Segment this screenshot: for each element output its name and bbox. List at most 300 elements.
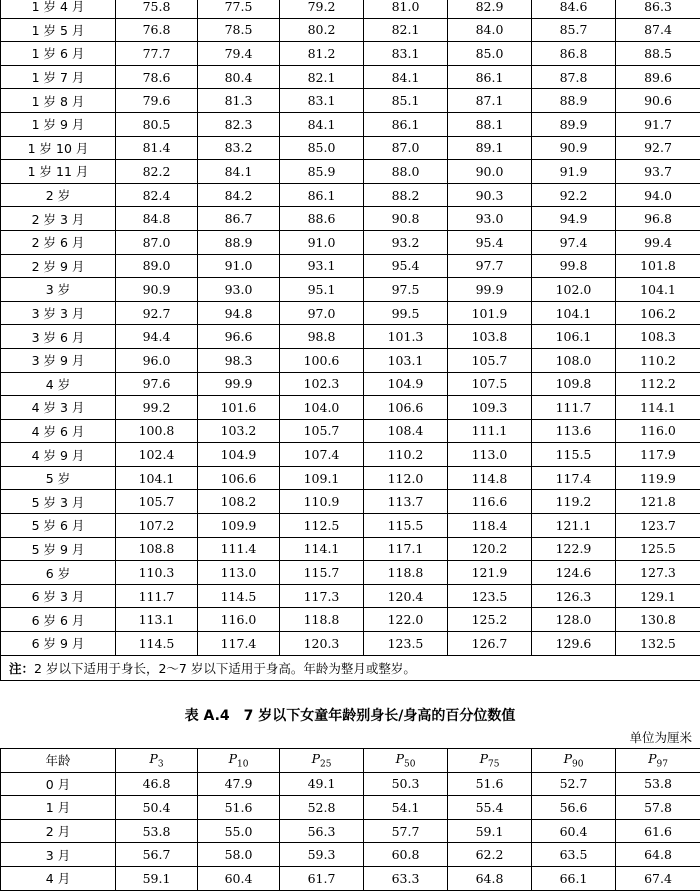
value-cell: 96.8 (616, 207, 700, 231)
value-cell: 91.7 (616, 112, 700, 136)
value-cell: 80.4 (198, 65, 280, 89)
value-cell: 117.4 (198, 632, 280, 656)
value-cell: 103.2 (198, 419, 280, 443)
value-cell: 106.2 (616, 301, 700, 325)
value-cell: 117.9 (616, 443, 700, 467)
value-cell: 88.2 (364, 183, 448, 207)
value-cell: 93.2 (364, 230, 448, 254)
header-p75: $P_{75}$ (448, 749, 532, 773)
note-text: 2 岁以下适用于身长，2〜7 岁以下适用于身高。年龄为整月或整岁。 (34, 660, 416, 676)
value-cell: 110.3 (116, 561, 198, 585)
age-cell: 1 岁 6 月 (1, 42, 116, 66)
table-row (1, 89, 700, 113)
age-cell: 2 岁 3 月 (1, 207, 116, 231)
value-cell: 53.8 (616, 772, 700, 796)
value-cell: 99.2 (116, 396, 198, 420)
value-cell: 104.9 (364, 372, 448, 396)
value-cell: 125.5 (616, 537, 700, 561)
value-cell: 77.7 (116, 42, 198, 66)
value-cell: 111.7 (532, 396, 616, 420)
value-cell: 84.1 (364, 65, 448, 89)
value-cell: 118.8 (364, 561, 448, 585)
value-cell: 86.7 (198, 207, 280, 231)
value-cell: 109.8 (532, 372, 616, 396)
value-cell: 109.1 (280, 466, 364, 490)
table-row (1, 160, 700, 184)
value-cell: 60.4 (198, 866, 280, 890)
value-cell: 99.9 (448, 278, 532, 302)
value-cell: 107.5 (448, 372, 532, 396)
value-cell: 93.0 (448, 207, 532, 231)
value-cell: 106.6 (364, 396, 448, 420)
value-cell: 95.1 (280, 278, 364, 302)
value-cell: 75.8 (116, 0, 198, 18)
value-cell: 97.0 (280, 301, 364, 325)
value-cell: 52.7 (532, 772, 616, 796)
value-cell: 94.4 (116, 325, 198, 349)
value-cell: 58.0 (198, 843, 280, 867)
value-cell: 82.1 (364, 18, 448, 42)
table-row (1, 183, 700, 207)
value-cell: 90.9 (116, 278, 198, 302)
value-cell: 88.0 (364, 160, 448, 184)
age-cell: 4 岁 9 月 (1, 443, 116, 467)
age-cell: 6 岁 6 月 (1, 608, 116, 632)
value-cell: 123.5 (448, 584, 532, 608)
value-cell: 111.4 (198, 537, 280, 561)
value-cell: 80.5 (116, 112, 198, 136)
value-cell: 104.1 (116, 466, 198, 490)
table-row (1, 18, 700, 42)
value-cell: 125.2 (448, 608, 532, 632)
value-cell: 60.4 (532, 819, 616, 843)
value-cell: 79.4 (198, 42, 280, 66)
value-cell: 90.8 (364, 207, 448, 231)
value-cell: 82.9 (448, 0, 532, 18)
value-cell: 116.6 (448, 490, 532, 514)
value-cell: 129.6 (532, 632, 616, 656)
value-cell: 110.2 (616, 348, 700, 372)
value-cell: 91.9 (532, 160, 616, 184)
table-row (1, 348, 700, 372)
value-cell: 67.4 (616, 866, 700, 890)
value-cell: 85.9 (280, 160, 364, 184)
table2-header-row (1, 749, 700, 773)
age-cell: 2 月 (1, 819, 116, 843)
value-cell: 130.8 (616, 608, 700, 632)
value-cell: 122.0 (364, 608, 448, 632)
age-cell: 3 月 (1, 843, 116, 867)
value-cell: 88.9 (198, 230, 280, 254)
table2-title: 表 A.4 7 岁以下女童年龄别身长/身高的百分位数值 (184, 708, 516, 724)
value-cell: 52.8 (280, 796, 364, 820)
table-row (1, 632, 700, 656)
value-cell: 110.9 (280, 490, 364, 514)
header-age: 年龄 (1, 749, 116, 773)
value-cell: 81.3 (198, 89, 280, 113)
value-cell: 120.4 (364, 584, 448, 608)
value-cell: 114.5 (198, 584, 280, 608)
value-cell: 56.6 (532, 796, 616, 820)
value-cell: 111.7 (116, 584, 198, 608)
header-p3: $P_3$ (116, 749, 198, 773)
age-cell: 1 岁 7 月 (1, 65, 116, 89)
table-row (1, 561, 700, 585)
value-cell: 84.6 (532, 0, 616, 18)
table-row (1, 65, 700, 89)
value-cell: 83.2 (198, 136, 280, 160)
table-row (1, 42, 700, 66)
value-cell: 64.8 (616, 843, 700, 867)
value-cell: 90.6 (616, 89, 700, 113)
value-cell: 60.8 (364, 843, 448, 867)
age-cell: 5 岁 9 月 (1, 537, 116, 561)
table-row (1, 584, 700, 608)
value-cell: 117.4 (532, 466, 616, 490)
value-cell: 123.5 (364, 632, 448, 656)
value-cell: 126.3 (532, 584, 616, 608)
age-cell: 6 岁 3 月 (1, 584, 116, 608)
value-cell: 100.8 (116, 419, 198, 443)
value-cell: 97.4 (532, 230, 616, 254)
table-row (1, 443, 700, 467)
value-cell: 81.4 (116, 136, 198, 160)
age-cell: 3 岁 6 月 (1, 325, 116, 349)
value-cell: 94.8 (198, 301, 280, 325)
value-cell: 114.8 (448, 466, 532, 490)
value-cell: 120.3 (280, 632, 364, 656)
value-cell: 119.2 (532, 490, 616, 514)
value-cell: 117.3 (280, 584, 364, 608)
value-cell: 112.2 (616, 372, 700, 396)
value-cell: 101.6 (198, 396, 280, 420)
value-cell: 87.0 (364, 136, 448, 160)
value-cell: 113.6 (532, 419, 616, 443)
table-row (1, 325, 700, 349)
value-cell: 56.7 (116, 843, 198, 867)
note-label: 注： (9, 660, 35, 676)
age-cell: 1 岁 9 月 (1, 112, 116, 136)
value-cell: 88.5 (616, 42, 700, 66)
value-cell: 113.1 (116, 608, 198, 632)
value-cell: 122.9 (532, 537, 616, 561)
value-cell: 86.8 (532, 42, 616, 66)
value-cell: 86.3 (616, 0, 700, 18)
value-cell: 118.4 (448, 514, 532, 538)
value-cell: 126.7 (448, 632, 532, 656)
table-row (1, 136, 700, 160)
value-cell: 88.9 (532, 89, 616, 113)
value-cell: 62.2 (448, 843, 532, 867)
value-cell: 95.4 (448, 230, 532, 254)
value-cell: 106.1 (532, 325, 616, 349)
value-cell: 112.5 (280, 514, 364, 538)
value-cell: 85.7 (532, 18, 616, 42)
value-cell: 108.3 (616, 325, 700, 349)
value-cell: 113.0 (198, 561, 280, 585)
table-row (1, 301, 700, 325)
header-p50: $P_{50}$ (364, 749, 448, 773)
value-cell: 84.1 (198, 160, 280, 184)
value-cell: 114.5 (116, 632, 198, 656)
age-cell: 1 岁 10 月 (1, 136, 116, 160)
value-cell: 82.3 (198, 112, 280, 136)
value-cell: 89.1 (448, 136, 532, 160)
value-cell: 85.0 (448, 42, 532, 66)
table-row (1, 796, 700, 820)
age-cell: 3 岁 3 月 (1, 301, 116, 325)
value-cell: 86.1 (448, 65, 532, 89)
value-cell: 79.6 (116, 89, 198, 113)
table-row (1, 230, 700, 254)
value-cell: 55.4 (448, 796, 532, 820)
value-cell: 127.3 (616, 561, 700, 585)
value-cell: 113.0 (448, 443, 532, 467)
value-cell: 104.1 (616, 278, 700, 302)
value-cell: 63.5 (532, 843, 616, 867)
value-cell: 109.9 (198, 514, 280, 538)
value-cell: 102.4 (116, 443, 198, 467)
value-cell: 81.0 (364, 0, 448, 18)
table-row (1, 514, 700, 538)
value-cell: 51.6 (198, 796, 280, 820)
value-cell: 105.7 (116, 490, 198, 514)
value-cell: 105.7 (280, 419, 364, 443)
value-cell: 51.6 (448, 772, 532, 796)
value-cell: 98.8 (280, 325, 364, 349)
value-cell: 81.2 (280, 42, 364, 66)
value-cell: 94.9 (532, 207, 616, 231)
value-cell: 59.1 (448, 819, 532, 843)
value-cell: 59.1 (116, 866, 198, 890)
value-cell: 63.3 (364, 866, 448, 890)
value-cell: 92.7 (616, 136, 700, 160)
value-cell: 99.9 (198, 372, 280, 396)
value-cell: 108.8 (116, 537, 198, 561)
value-cell: 93.1 (280, 254, 364, 278)
value-cell: 115.5 (364, 514, 448, 538)
value-cell: 116.0 (198, 608, 280, 632)
value-cell: 117.1 (364, 537, 448, 561)
value-cell: 46.8 (116, 772, 198, 796)
table-row (1, 112, 700, 136)
value-cell: 118.8 (280, 608, 364, 632)
age-cell: 6 岁 (1, 561, 116, 585)
value-cell: 83.1 (364, 42, 448, 66)
value-cell: 87.0 (116, 230, 198, 254)
value-cell: 57.7 (364, 819, 448, 843)
value-cell: 104.0 (280, 396, 364, 420)
value-cell: 87.8 (532, 65, 616, 89)
value-cell: 106.6 (198, 466, 280, 490)
value-cell: 132.5 (616, 632, 700, 656)
value-cell: 56.3 (280, 819, 364, 843)
value-cell: 101.9 (448, 301, 532, 325)
value-cell: 93.0 (198, 278, 280, 302)
value-cell: 77.5 (198, 0, 280, 18)
value-cell: 97.7 (448, 254, 532, 278)
table-row (1, 466, 700, 490)
value-cell: 54.1 (364, 796, 448, 820)
value-cell: 89.6 (616, 65, 700, 89)
value-cell: 99.4 (616, 230, 700, 254)
value-cell: 123.7 (616, 514, 700, 538)
value-cell: 111.1 (448, 419, 532, 443)
age-cell: 1 月 (1, 796, 116, 820)
value-cell: 82.4 (116, 183, 198, 207)
value-cell: 124.6 (532, 561, 616, 585)
age-cell: 2 岁 9 月 (1, 254, 116, 278)
value-cell: 108.2 (198, 490, 280, 514)
value-cell: 97.6 (116, 372, 198, 396)
value-cell: 102.3 (280, 372, 364, 396)
value-cell: 84.2 (198, 183, 280, 207)
table-row (1, 537, 700, 561)
value-cell: 80.2 (280, 18, 364, 42)
value-cell: 86.1 (280, 183, 364, 207)
table2-unit: 单位为厘米 (629, 730, 692, 745)
table-note (1, 655, 700, 680)
value-cell: 108.0 (532, 348, 616, 372)
value-cell: 104.9 (198, 443, 280, 467)
age-cell: 6 岁 9 月 (1, 632, 116, 656)
table1-body (1, 0, 700, 655)
table-row (1, 207, 700, 231)
value-cell: 57.8 (616, 796, 700, 820)
age-cell: 3 岁 (1, 278, 116, 302)
value-cell: 113.7 (364, 490, 448, 514)
value-cell: 90.0 (448, 160, 532, 184)
value-cell: 121.8 (616, 490, 700, 514)
value-cell: 84.1 (280, 112, 364, 136)
value-cell: 79.2 (280, 0, 364, 18)
value-cell: 84.0 (448, 18, 532, 42)
value-cell: 107.2 (116, 514, 198, 538)
value-cell: 112.0 (364, 466, 448, 490)
value-cell: 108.4 (364, 419, 448, 443)
value-cell: 84.8 (116, 207, 198, 231)
age-cell: 1 岁 11 月 (1, 160, 116, 184)
header-p90: $P_{90}$ (532, 749, 616, 773)
age-cell: 1 岁 8 月 (1, 89, 116, 113)
value-cell: 61.6 (616, 819, 700, 843)
value-cell: 87.1 (448, 89, 532, 113)
table-row (1, 372, 700, 396)
value-cell: 107.4 (280, 443, 364, 467)
value-cell: 59.3 (280, 843, 364, 867)
value-cell: 53.8 (116, 819, 198, 843)
value-cell: 120.2 (448, 537, 532, 561)
value-cell: 50.4 (116, 796, 198, 820)
value-cell: 96.6 (198, 325, 280, 349)
table-row (1, 0, 700, 18)
value-cell: 78.5 (198, 18, 280, 42)
value-cell: 115.5 (532, 443, 616, 467)
age-cell: 3 岁 9 月 (1, 348, 116, 372)
value-cell: 121.9 (448, 561, 532, 585)
value-cell: 110.2 (364, 443, 448, 467)
value-cell: 100.6 (280, 348, 364, 372)
value-cell: 82.2 (116, 160, 198, 184)
table-row (1, 843, 700, 867)
value-cell: 96.0 (116, 348, 198, 372)
age-cell: 2 岁 (1, 183, 116, 207)
value-cell: 98.3 (198, 348, 280, 372)
value-cell: 103.1 (364, 348, 448, 372)
value-cell: 61.7 (280, 866, 364, 890)
age-cell: 5 岁 3 月 (1, 490, 116, 514)
value-cell: 104.1 (532, 301, 616, 325)
value-cell: 86.1 (364, 112, 448, 136)
value-cell: 116.0 (616, 419, 700, 443)
header-p10: $P_{10}$ (198, 749, 280, 773)
table-row (1, 819, 700, 843)
value-cell: 76.8 (116, 18, 198, 42)
value-cell: 64.8 (448, 866, 532, 890)
value-cell: 85.0 (280, 136, 364, 160)
value-cell: 119.9 (616, 466, 700, 490)
value-cell: 50.3 (364, 772, 448, 796)
value-cell: 95.4 (364, 254, 448, 278)
value-cell: 90.3 (448, 183, 532, 207)
age-cell: 0 月 (1, 772, 116, 796)
table-row (1, 772, 700, 796)
value-cell: 87.4 (616, 18, 700, 42)
value-cell: 91.0 (280, 230, 364, 254)
value-cell: 102.0 (532, 278, 616, 302)
value-cell: 55.0 (198, 819, 280, 843)
value-cell: 88.6 (280, 207, 364, 231)
value-cell: 97.5 (364, 278, 448, 302)
value-cell: 114.1 (280, 537, 364, 561)
value-cell: 88.1 (448, 112, 532, 136)
table-row (1, 490, 700, 514)
value-cell: 101.3 (364, 325, 448, 349)
age-cell: 4 月 (1, 866, 116, 890)
age-cell: 4 岁 6 月 (1, 419, 116, 443)
value-cell: 89.9 (532, 112, 616, 136)
value-cell: 66.1 (532, 866, 616, 890)
age-cell: 1 岁 5 月 (1, 18, 116, 42)
value-cell: 99.8 (532, 254, 616, 278)
value-cell: 92.7 (116, 301, 198, 325)
header-p97: $P_{97}$ (616, 749, 700, 773)
girls-height-percentile-table (0, 748, 700, 891)
value-cell: 89.0 (116, 254, 198, 278)
value-cell: 115.7 (280, 561, 364, 585)
value-cell: 78.6 (116, 65, 198, 89)
table-row (1, 866, 700, 890)
age-cell: 1 岁 4 月 (1, 0, 116, 18)
value-cell: 109.3 (448, 396, 532, 420)
value-cell: 121.1 (532, 514, 616, 538)
value-cell: 99.5 (364, 301, 448, 325)
table-row (1, 254, 700, 278)
value-cell: 91.0 (198, 254, 280, 278)
table-row (1, 278, 700, 302)
table-note-row (1, 655, 700, 680)
value-cell: 94.0 (616, 183, 700, 207)
value-cell: 85.1 (364, 89, 448, 113)
value-cell: 93.7 (616, 160, 700, 184)
value-cell: 90.9 (532, 136, 616, 160)
age-cell: 2 岁 6 月 (1, 230, 116, 254)
table-row (1, 396, 700, 420)
value-cell: 47.9 (198, 772, 280, 796)
value-cell: 92.2 (532, 183, 616, 207)
value-cell: 103.8 (448, 325, 532, 349)
value-cell: 101.8 (616, 254, 700, 278)
